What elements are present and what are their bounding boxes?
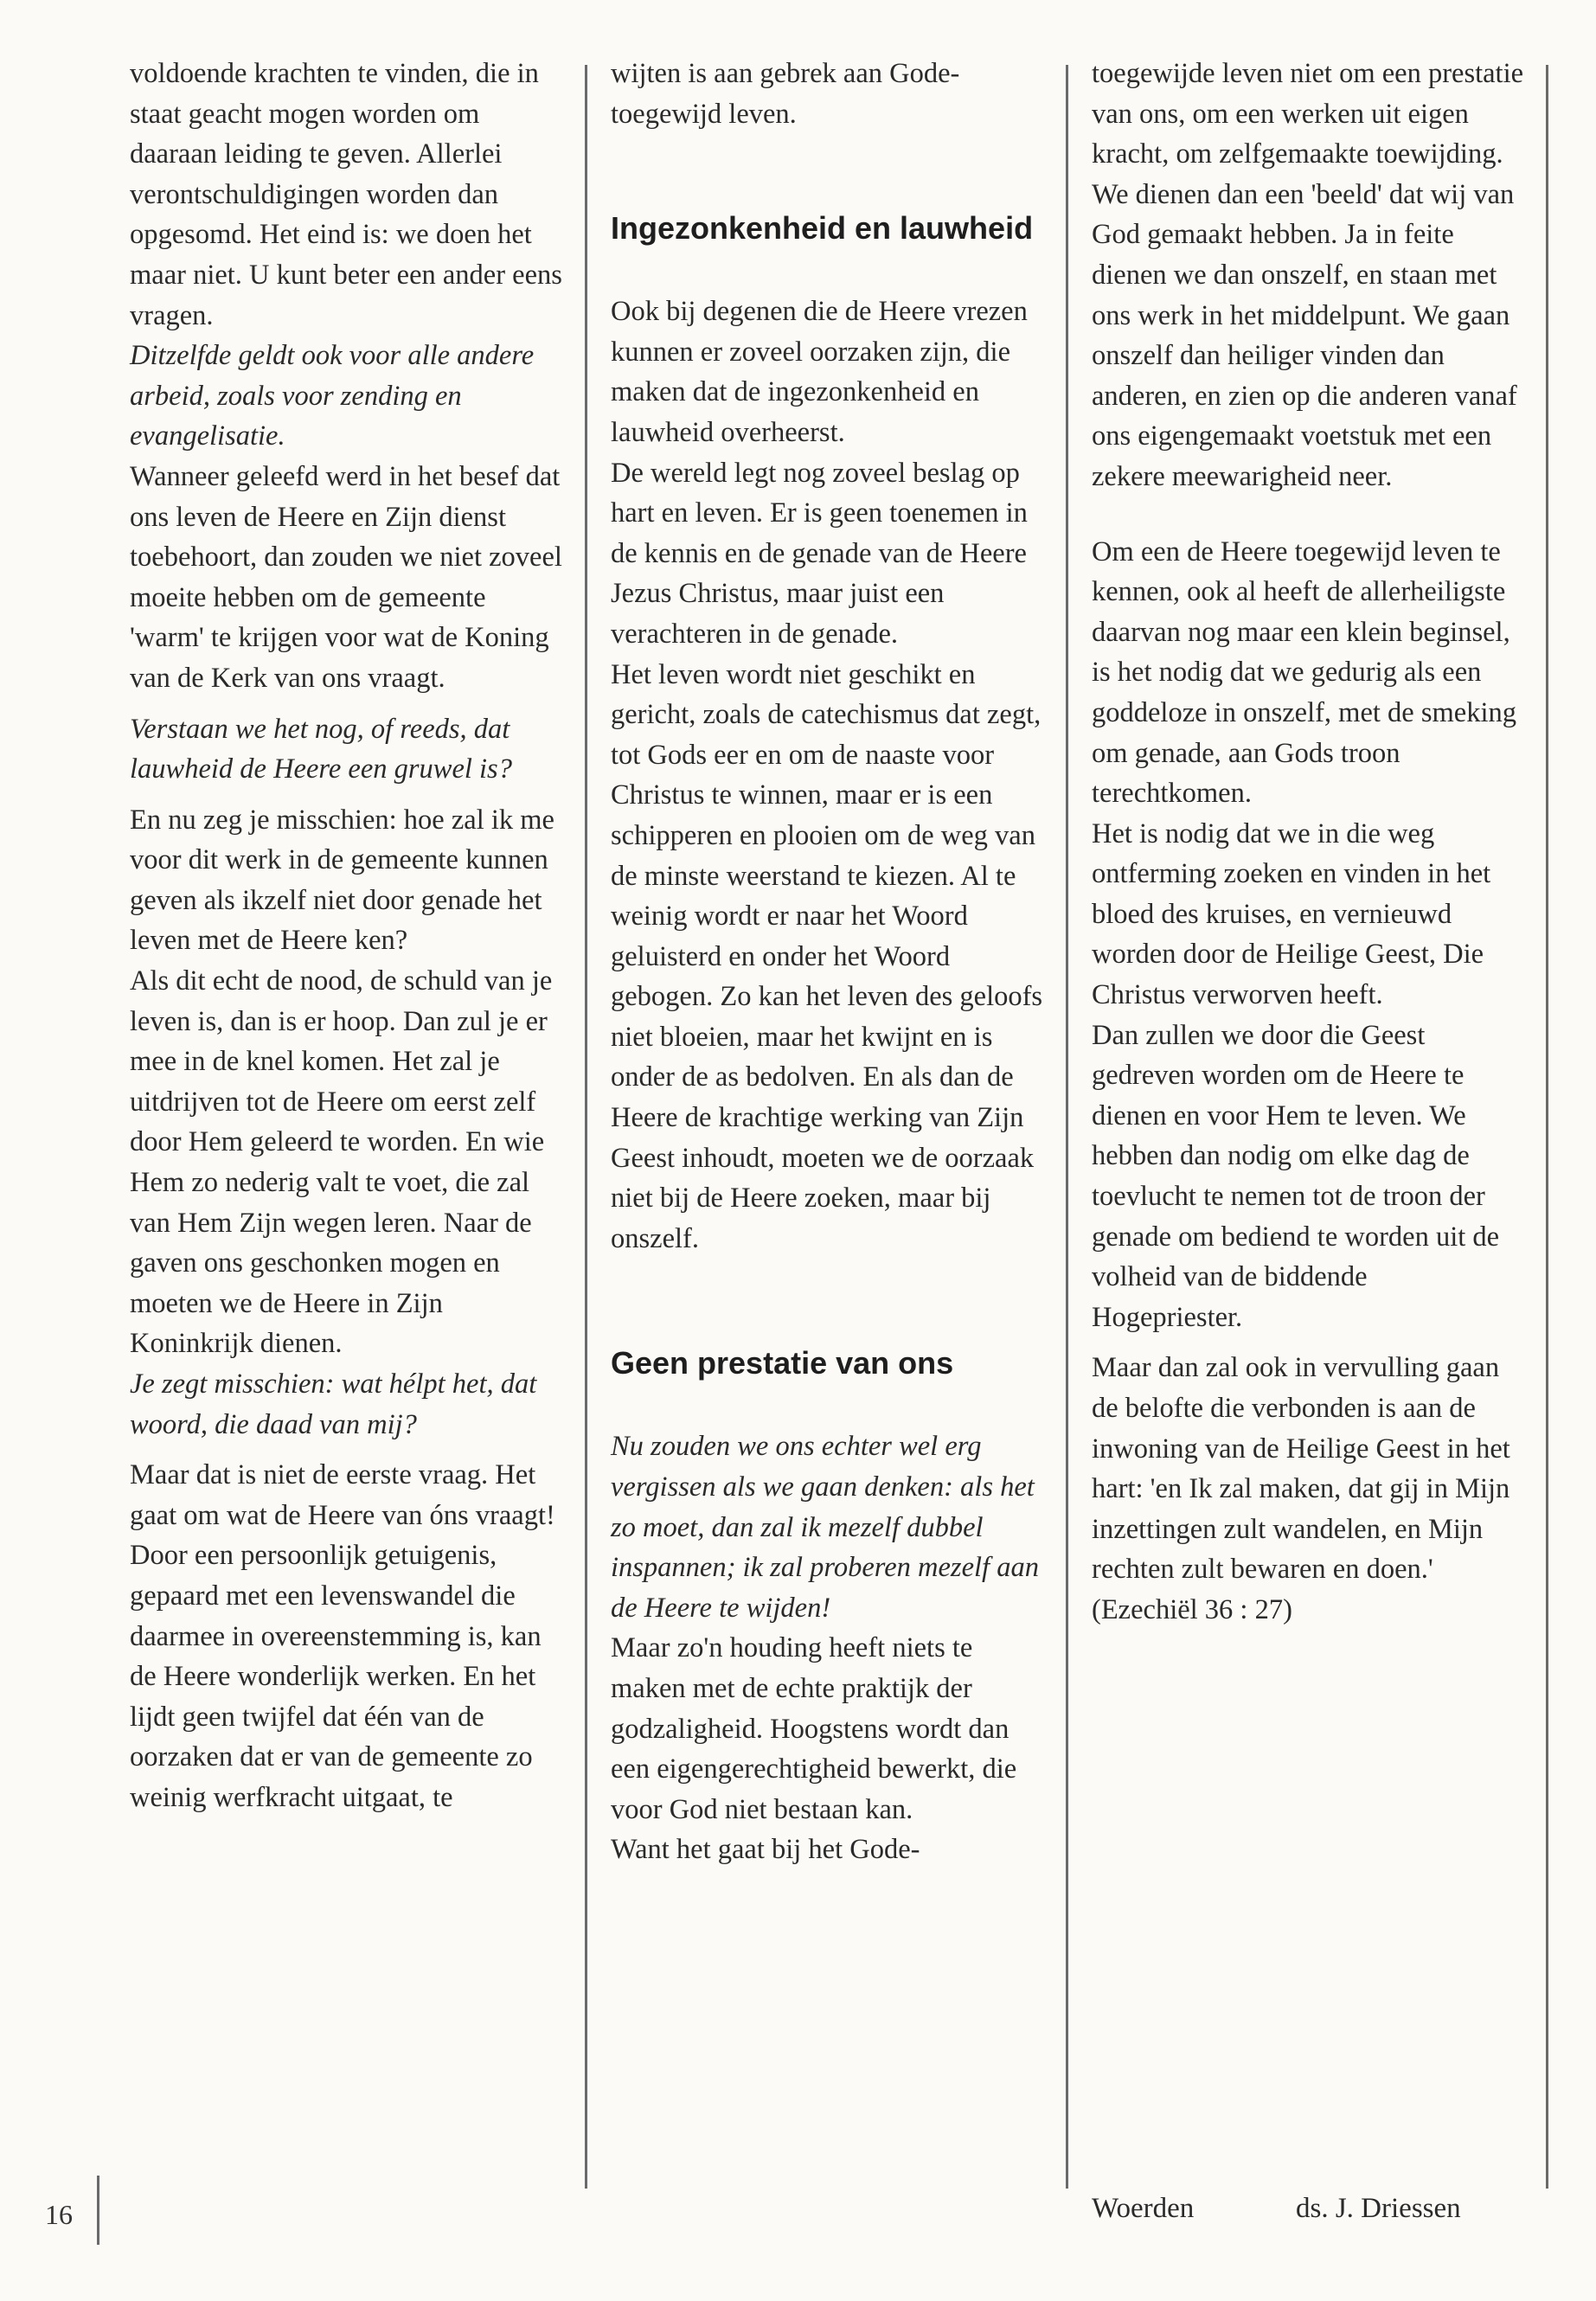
paragraph: wijten is aan gebrek aan Gode-toegewijd leven.	[611, 58, 960, 130]
signature-place: Woerden	[1092, 2193, 1195, 2224]
signature-author: ds. J. Driessen	[1296, 2193, 1461, 2224]
paragraph: Want het gaat bij het Gode-	[611, 1834, 920, 1866]
paragraph: De wereld legt nog zoveel beslag op hart en leven. Er is geen toenemen in de kennis en de genade van de Heere Jezus Christus, maar juist een verachteren in de genade.	[611, 457, 1028, 650]
paragraph: Wanneer geleefd werd in het besef dat ons leven de Heere en Zijn dienst toebehoort, dan zouden we niet zoveel moeite hebben om de gemeente 'warm' te krijgen voor wat de Koning van de Kerk van ons vraagt.	[130, 460, 562, 694]
column-divider	[1546, 65, 1548, 2189]
page-number: 16	[45, 2199, 73, 2230]
column-2	[611, 54, 1043, 1870]
section-heading: Geen prestatie van ons	[611, 1345, 954, 1381]
paragraph: Om een de Heere toegewijd leven te kennen, ook al heeft de allerheiligste daarvan nog maar een klein beginsel, is het nodig dat we gedurig als een goddeloze in onszelf, met de smeking om genade, aan Gods troon terechtkomen.	[1092, 535, 1516, 810]
column-1	[130, 54, 562, 1818]
paragraph: Je zegt misschien: wat hélpt het, dat woord, die daad van mij?	[130, 1368, 537, 1440]
paragraph: Nu zouden we ons echter wel erg vergissen als we gaan denken: als het zo moet, dan zal ik mezelf dubbel inspannen; ik zal proberen mezelf aan de Heere te wijden!	[611, 1431, 1039, 1624]
paragraph: Verstaan we het nog, of reeds, dat lauwheid de Heere een gruwel is?	[130, 713, 512, 785]
paragraph: Ditzelfde geldt ook voor alle andere arbeid, zoals voor zending en evangelisatie.	[130, 340, 535, 452]
paragraph: Als dit echt de nood, de schuld van je leven is, dan is er hoop. Dan zul je er mee in de knel komen. Het zal je uitdrijven tot de Heere om eerst zelf door Hem geleerd te worden. En wie Hem zo nederig valt te voet, die zal van Hem Zijn wegen leren. Naar de gaven ons geschonken mogen en moeten we de Heere in Zijn Koninkrijk dienen.	[130, 965, 553, 1360]
paragraph: Het leven wordt niet geschikt en gericht, zoals de catechismus dat zegt, tot Gods eer en om de naaste voor Christus te winnen, maar er is een schipperen en plooien om de weg van de minste weerstand te kiezen. Al te weinig wordt er naar het Woord geluisterd en onder het Woord gebogen. Zo kan het leven des geloofs niet bloeien, maar het kwijnt en is onder de as bedolven. En als dan de Heere de krachtige werking van Zijn Geest inhoudt, moeten we de oorzaak niet bij de Heere zoeken, maar bij onszelf.	[611, 658, 1043, 1254]
column-divider	[585, 65, 587, 2189]
paragraph: Maar dat is niet de eerste vraag. Het gaat om wat de Heere van óns vraagt! Door een persoonlijk getuigenis, gepaard met een levenswandel die daarmee in overeenstemming is, kan de Heere wonderlijk werken. En het lijdt geen twijfel dat één van de oorzaken dat er van de gemeente zo weinig werfkracht uitgaat, te	[130, 1459, 555, 1813]
section-heading: Ingezonkenheid en lauwheid	[611, 210, 1034, 247]
paragraph: toegewijde leven niet om een prestatie van ons, om een werken uit eigen kracht, om zelfgemaakte toewijding. We dienen dan een 'beeld' dat wij van God gemaakt hebben. Ja in feite dienen we dan onszelf, en staan met ons werk in het middelpunt. We gaan onszelf dan heiliger vinden dan anderen, en zien op die anderen vanaf ons eigengemaakt voetstuk met een zekere meewarigheid neer.	[1092, 58, 1524, 492]
paragraph: En nu zeg je misschien: hoe zal ik me voor dit werk in de gemeente kunnen geven als ikzelf niet door genade het leven met de Heere ken?	[130, 804, 554, 957]
column-3	[1092, 54, 1524, 1631]
paragraph: Maar zo'n houding heeft niets te maken met de echte praktijk der godzaligheid. Hoogstens wordt dan een eigengerechtigheid bewerkt, die voor God niet bestaan kan.	[611, 1632, 1017, 1825]
column-divider	[97, 2176, 99, 2245]
paragraph: Het is nodig dat we in die weg ontferming zoeken en vinden in het bloed des kruises, en vernieuwd worden door de Heilige Geest, Die Christus verworven heeft.	[1092, 817, 1491, 1011]
paragraph: Ook bij degenen die de Heere vrezen kunnen er zoveel oorzaken zijn, die maken dat de ingezonkenheid en lauwheid overheerst.	[611, 296, 1028, 448]
paragraph: Maar dan zal ook in vervulling gaan de belofte die verbonden is aan de inwoning van de Heilige Geest in het hart: 'en Ik zal maken, dat gij in Mijn inzettingen zult wandelen, en Mijn rechten zult bewaren en doen.' (Ezechiël 36 : 27)	[1092, 1352, 1510, 1625]
paragraph: Dan zullen we door die Geest gedreven worden om de Heere te dienen en voor Hem te leven. We hebben dan nodig om elke dag de toevlucht te nemen tot de troon der genade om bediend te worden uit de volheid van de biddende Hogepriester.	[1092, 1019, 1500, 1333]
column-divider	[1066, 65, 1068, 2189]
paragraph: voldoende krachten te vinden, die in staat geacht mogen worden om daaraan leiding te geven. Allerlei verontschuldigingen worden dan opgesomd. Het eind is: we doen het maar niet. U kunt beter een ander eens vragen.	[130, 58, 562, 331]
